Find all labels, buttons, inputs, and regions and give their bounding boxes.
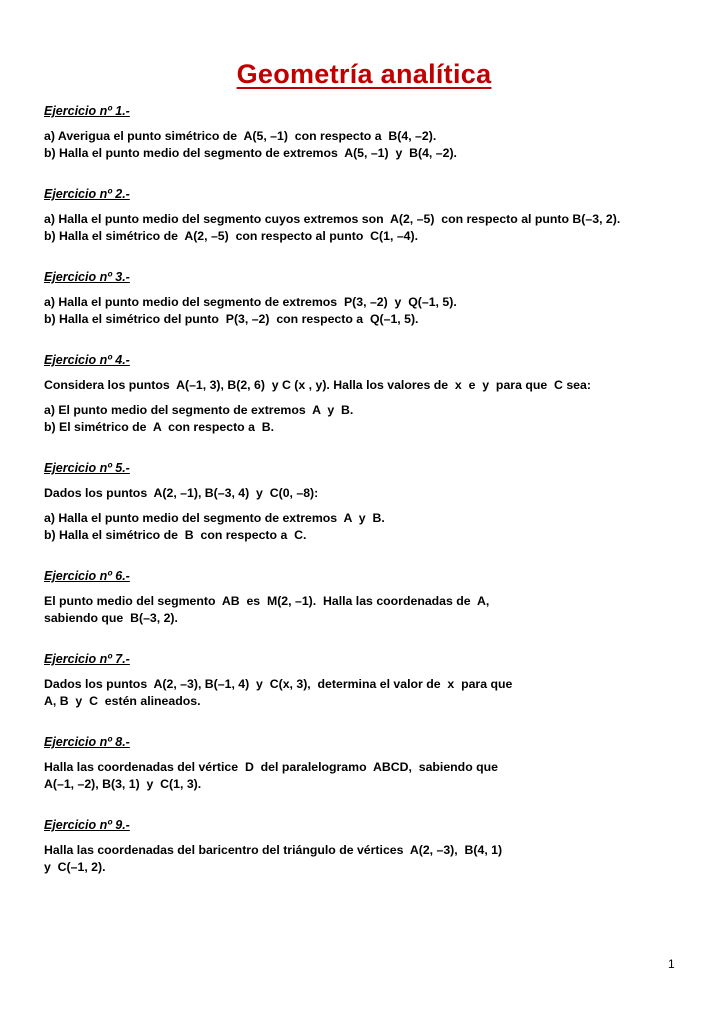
exercise-text-line: b) Halla el punto medio del segmento de extremos A(5, –1) y B(4, –2).	[44, 146, 457, 160]
page-title	[0, 54, 728, 91]
exercise-heading: Ejercicio nº 5.-	[44, 461, 130, 475]
exercise-text-line: Halla las coordenadas del baricentro del triángulo de vértices A(2, –3), B(4, 1)	[44, 843, 503, 857]
exercise-heading: Ejercicio nº 8.-	[44, 735, 130, 749]
exercise-1	[44, 103, 694, 162]
exercise-8	[44, 734, 694, 793]
exercise-9	[44, 817, 694, 876]
exercise-text-line: A, B y C estén alineados.	[44, 694, 201, 708]
exercise-text-line: Considera los puntos A(–1, 3), B(2, 6) y C (x , y). Halla los valores de x e y para que C sea:	[44, 378, 591, 392]
exercise-5	[44, 460, 694, 544]
exercise-text-line: b) El simétrico de A con respecto a B.	[44, 420, 275, 434]
exercise-text-line: Dados los puntos A(2, –1), B(–3, 4) y C(0, –8):	[44, 486, 319, 500]
exercise-text-line: a) Halla el punto medio del segmento cuyos extremos son A(2, –5) con respecto al punto B(–3, 2).	[44, 212, 621, 226]
exercise-text-line: a) El punto medio del segmento de extremos A y B.	[44, 403, 354, 417]
exercise-heading: Ejercicio nº 1.-	[44, 104, 130, 118]
exercise-heading: Ejercicio nº 4.-	[44, 353, 130, 367]
exercise-7	[44, 651, 694, 710]
exercise-text-line: sabiendo que B(–3, 2).	[44, 611, 178, 625]
exercise-text-line: y C(–1, 2).	[44, 860, 106, 874]
paragraph-gap	[44, 502, 694, 510]
exercise-2	[44, 186, 694, 245]
exercise-text-line: a) Averigua el punto simétrico de A(5, –1) con respecto a B(4, –2).	[44, 129, 437, 143]
exercise-text-line: a) Halla el punto medio del segmento de extremos A y B.	[44, 511, 385, 525]
exercise-6	[44, 568, 694, 627]
exercise-heading: Ejercicio nº 7.-	[44, 652, 130, 666]
exercise-text-line: b) Halla el simétrico del punto P(3, –2) con respecto a Q(–1, 5).	[44, 312, 419, 326]
exercise-text-line: A(–1, –2), B(3, 1) y C(1, 3).	[44, 777, 202, 791]
page-number: 1	[668, 957, 675, 971]
exercise-heading: Ejercicio nº 9.-	[44, 818, 130, 832]
exercise-text-line: a) Halla el punto medio del segmento de extremos P(3, –2) y Q(–1, 5).	[44, 295, 457, 309]
exercise-text-line: Dados los puntos A(2, –3), B(–1, 4) y C(x, 3), determina el valor de x para que	[44, 677, 513, 691]
exercise-heading: Ejercicio nº 6.-	[44, 569, 130, 583]
exercise-heading: Ejercicio nº 3.-	[44, 270, 130, 284]
paragraph-gap	[44, 394, 694, 402]
exercise-text-line: El punto medio del segmento AB es M(2, –1). Halla las coordenadas de A,	[44, 594, 490, 608]
exercise-text-line: b) Halla el simétrico de B con respecto a C.	[44, 528, 307, 542]
exercise-4	[44, 352, 694, 436]
exercise-text-line: b) Halla el simétrico de A(2, –5) con respecto al punto C(1, –4).	[44, 229, 419, 243]
exercise-heading: Ejercicio nº 2.-	[44, 187, 130, 201]
exercise-3	[44, 269, 694, 328]
page-title-text: Geometría analítica	[236, 59, 492, 89]
exercise-text-line: Halla las coordenadas del vértice D del paralelogramo ABCD, sabiendo que	[44, 760, 498, 774]
exercise-list	[44, 103, 694, 876]
